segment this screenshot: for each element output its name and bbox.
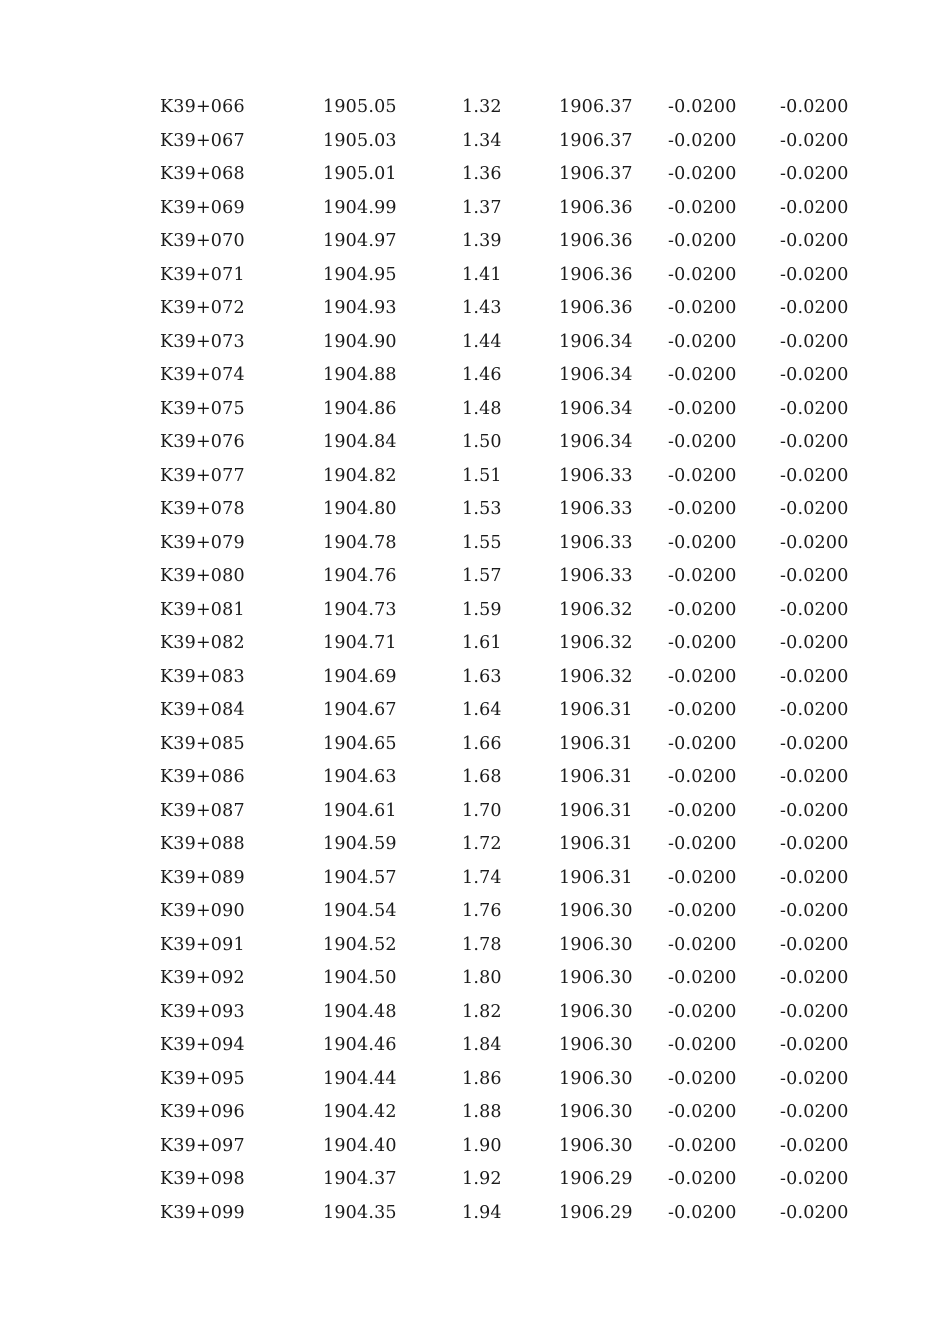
ground-elevation-cell: 1904.78 [323, 532, 397, 553]
fill-height-cell: 1.66 [462, 733, 502, 754]
ground-elevation-cell: 1904.54 [323, 901, 397, 921]
table-row [0, 996, 950, 1030]
right-slope-cell: -0.0200 [780, 633, 849, 653]
table-row [0, 594, 950, 628]
station-cell: K39+098 [160, 1169, 245, 1189]
right-slope-cell: -0.0200 [780, 532, 849, 553]
fill-height-cell: 1.74 [462, 867, 502, 888]
right-slope-cell: -0.0200 [780, 1102, 849, 1122]
left-slope-cell: -0.0200 [668, 733, 737, 754]
fill-height-cell: 1.59 [462, 599, 502, 620]
design-elevation-cell: 1906.34 [559, 432, 633, 452]
left-slope-cell: -0.0200 [668, 298, 737, 318]
ground-elevation-cell: 1904.95 [323, 264, 397, 285]
station-cell: K39+068 [160, 164, 245, 184]
ground-elevation-cell: 1904.82 [323, 465, 397, 486]
table-row [0, 91, 950, 125]
ground-elevation-cell: 1904.52 [323, 934, 397, 955]
station-cell: K39+096 [160, 1102, 245, 1122]
left-slope-cell: -0.0200 [668, 934, 737, 955]
right-slope-cell: -0.0200 [780, 499, 849, 519]
design-elevation-cell: 1906.29 [559, 1169, 633, 1189]
left-slope-cell: -0.0200 [668, 264, 737, 285]
right-slope-cell: -0.0200 [780, 1068, 849, 1089]
fill-height-cell: 1.72 [462, 834, 502, 854]
left-slope-cell: -0.0200 [668, 398, 737, 419]
table-row [0, 192, 950, 226]
fill-height-cell: 1.68 [462, 767, 502, 787]
left-slope-cell: -0.0200 [668, 1035, 737, 1055]
ground-elevation-cell: 1904.61 [323, 800, 397, 821]
right-slope-cell: -0.0200 [780, 666, 849, 687]
design-elevation-cell: 1906.36 [559, 197, 633, 218]
left-slope-cell: -0.0200 [668, 432, 737, 452]
station-cell: K39+073 [160, 331, 245, 352]
left-slope-cell: -0.0200 [668, 901, 737, 921]
ground-elevation-cell: 1904.99 [323, 197, 397, 218]
design-elevation-cell: 1906.34 [559, 398, 633, 419]
station-cell: K39+091 [160, 934, 245, 955]
right-slope-cell: -0.0200 [780, 398, 849, 419]
table-row [0, 828, 950, 862]
right-slope-cell: -0.0200 [780, 767, 849, 787]
station-cell: K39+088 [160, 834, 245, 854]
design-elevation-cell: 1906.30 [559, 1035, 633, 1055]
right-slope-cell: -0.0200 [780, 1169, 849, 1189]
right-slope-cell: -0.0200 [780, 298, 849, 318]
station-cell: K39+099 [160, 1202, 245, 1223]
fill-height-cell: 1.64 [462, 700, 502, 720]
right-slope-cell: -0.0200 [780, 1001, 849, 1022]
table-row [0, 225, 950, 259]
left-slope-cell: -0.0200 [668, 1001, 737, 1022]
ground-elevation-cell: 1904.76 [323, 566, 397, 586]
station-cell: K39+078 [160, 499, 245, 519]
design-elevation-cell: 1906.31 [559, 800, 633, 821]
design-elevation-cell: 1906.32 [559, 599, 633, 620]
ground-elevation-cell: 1904.90 [323, 331, 397, 352]
fill-height-cell: 1.92 [462, 1169, 502, 1189]
station-cell: K39+074 [160, 365, 245, 385]
design-elevation-cell: 1906.33 [559, 499, 633, 519]
ground-elevation-cell: 1904.48 [323, 1001, 397, 1022]
design-elevation-cell: 1906.37 [559, 130, 633, 151]
ground-elevation-cell: 1904.67 [323, 700, 397, 720]
station-cell: K39+090 [160, 901, 245, 921]
design-elevation-cell: 1906.30 [559, 1135, 633, 1156]
station-cell: K39+084 [160, 700, 245, 720]
station-cell: K39+092 [160, 968, 245, 988]
fill-height-cell: 1.90 [462, 1135, 502, 1156]
station-cell: K39+087 [160, 800, 245, 821]
left-slope-cell: -0.0200 [668, 231, 737, 251]
design-elevation-cell: 1906.36 [559, 298, 633, 318]
fill-height-cell: 1.82 [462, 1001, 502, 1022]
table-row [0, 728, 950, 762]
table-row [0, 460, 950, 494]
design-elevation-cell: 1906.33 [559, 465, 633, 486]
right-slope-cell: -0.0200 [780, 465, 849, 486]
fill-height-cell: 1.32 [462, 97, 502, 117]
table-row [0, 158, 950, 192]
ground-elevation-cell: 1904.93 [323, 298, 397, 318]
ground-elevation-cell: 1904.88 [323, 365, 397, 385]
ground-elevation-cell: 1904.50 [323, 968, 397, 988]
table-row [0, 259, 950, 293]
design-elevation-cell: 1906.31 [559, 733, 633, 754]
design-elevation-cell: 1906.29 [559, 1202, 633, 1223]
design-elevation-cell: 1906.32 [559, 666, 633, 687]
left-slope-cell: -0.0200 [668, 767, 737, 787]
table-row [0, 862, 950, 896]
ground-elevation-cell: 1904.69 [323, 666, 397, 687]
station-cell: K39+071 [160, 264, 245, 285]
design-elevation-cell: 1906.37 [559, 164, 633, 184]
ground-elevation-cell: 1904.65 [323, 733, 397, 754]
station-cell: K39+072 [160, 298, 245, 318]
design-elevation-cell: 1906.30 [559, 901, 633, 921]
station-cell: K39+070 [160, 231, 245, 251]
left-slope-cell: -0.0200 [668, 97, 737, 117]
fill-height-cell: 1.63 [462, 666, 502, 687]
design-elevation-cell: 1906.36 [559, 264, 633, 285]
fill-height-cell: 1.76 [462, 901, 502, 921]
design-elevation-cell: 1906.30 [559, 1102, 633, 1122]
table-row [0, 795, 950, 829]
station-cell: K39+067 [160, 130, 245, 151]
table-row [0, 1029, 950, 1063]
right-slope-cell: -0.0200 [780, 432, 849, 452]
ground-elevation-cell: 1904.59 [323, 834, 397, 854]
table-row [0, 1197, 950, 1231]
right-slope-cell: -0.0200 [780, 1202, 849, 1223]
right-slope-cell: -0.0200 [780, 164, 849, 184]
right-slope-cell: -0.0200 [780, 331, 849, 352]
ground-elevation-cell: 1904.42 [323, 1102, 397, 1122]
ground-elevation-cell: 1905.01 [323, 164, 397, 184]
ground-elevation-cell: 1904.44 [323, 1068, 397, 1089]
design-elevation-cell: 1906.36 [559, 231, 633, 251]
left-slope-cell: -0.0200 [668, 465, 737, 486]
fill-height-cell: 1.51 [462, 465, 502, 486]
design-elevation-cell: 1906.30 [559, 968, 633, 988]
left-slope-cell: -0.0200 [668, 164, 737, 184]
ground-elevation-cell: 1904.63 [323, 767, 397, 787]
right-slope-cell: -0.0200 [780, 934, 849, 955]
station-cell: K39+069 [160, 197, 245, 218]
station-cell: K39+085 [160, 733, 245, 754]
right-slope-cell: -0.0200 [780, 834, 849, 854]
table-row [0, 1096, 950, 1130]
right-slope-cell: -0.0200 [780, 264, 849, 285]
right-slope-cell: -0.0200 [780, 901, 849, 921]
design-elevation-cell: 1906.33 [559, 532, 633, 553]
left-slope-cell: -0.0200 [668, 968, 737, 988]
left-slope-cell: -0.0200 [668, 633, 737, 653]
right-slope-cell: -0.0200 [780, 968, 849, 988]
ground-elevation-cell: 1904.35 [323, 1202, 397, 1223]
table-row [0, 929, 950, 963]
fill-height-cell: 1.86 [462, 1068, 502, 1089]
ground-elevation-cell: 1904.46 [323, 1035, 397, 1055]
ground-elevation-cell: 1904.40 [323, 1135, 397, 1156]
fill-height-cell: 1.44 [462, 331, 502, 352]
table-row [0, 393, 950, 427]
right-slope-cell: -0.0200 [780, 365, 849, 385]
table-row [0, 962, 950, 996]
ground-elevation-cell: 1904.86 [323, 398, 397, 419]
table-row [0, 560, 950, 594]
left-slope-cell: -0.0200 [668, 1068, 737, 1089]
right-slope-cell: -0.0200 [780, 231, 849, 251]
station-cell: K39+079 [160, 532, 245, 553]
table-row [0, 426, 950, 460]
right-slope-cell: -0.0200 [780, 197, 849, 218]
design-elevation-cell: 1906.31 [559, 867, 633, 888]
table-row [0, 1130, 950, 1164]
table-row [0, 527, 950, 561]
left-slope-cell: -0.0200 [668, 1135, 737, 1156]
right-slope-cell: -0.0200 [780, 1135, 849, 1156]
table-row [0, 627, 950, 661]
station-cell: K39+097 [160, 1135, 245, 1156]
left-slope-cell: -0.0200 [668, 700, 737, 720]
left-slope-cell: -0.0200 [668, 599, 737, 620]
left-slope-cell: -0.0200 [668, 1202, 737, 1223]
ground-elevation-cell: 1905.05 [323, 97, 397, 117]
fill-height-cell: 1.53 [462, 499, 502, 519]
design-elevation-cell: 1906.34 [559, 331, 633, 352]
left-slope-cell: -0.0200 [668, 867, 737, 888]
fill-height-cell: 1.50 [462, 432, 502, 452]
left-slope-cell: -0.0200 [668, 331, 737, 352]
fill-height-cell: 1.43 [462, 298, 502, 318]
fill-height-cell: 1.78 [462, 934, 502, 955]
ground-elevation-cell: 1904.73 [323, 599, 397, 620]
right-slope-cell: -0.0200 [780, 1035, 849, 1055]
ground-elevation-cell: 1904.37 [323, 1169, 397, 1189]
left-slope-cell: -0.0200 [668, 566, 737, 586]
station-cell: K39+077 [160, 465, 245, 486]
design-elevation-cell: 1906.33 [559, 566, 633, 586]
fill-height-cell: 1.39 [462, 231, 502, 251]
station-cell: K39+086 [160, 767, 245, 787]
left-slope-cell: -0.0200 [668, 800, 737, 821]
fill-height-cell: 1.61 [462, 633, 502, 653]
station-cell: K39+093 [160, 1001, 245, 1022]
ground-elevation-cell: 1904.84 [323, 432, 397, 452]
ground-elevation-cell: 1905.03 [323, 130, 397, 151]
table-row [0, 125, 950, 159]
design-elevation-cell: 1906.30 [559, 934, 633, 955]
right-slope-cell: -0.0200 [780, 700, 849, 720]
fill-height-cell: 1.48 [462, 398, 502, 419]
table-row [0, 1063, 950, 1097]
design-elevation-cell: 1906.30 [559, 1068, 633, 1089]
ground-elevation-cell: 1904.57 [323, 867, 397, 888]
right-slope-cell: -0.0200 [780, 867, 849, 888]
left-slope-cell: -0.0200 [668, 1102, 737, 1122]
design-elevation-cell: 1906.37 [559, 97, 633, 117]
table-row [0, 326, 950, 360]
table-row [0, 359, 950, 393]
ground-elevation-cell: 1904.80 [323, 499, 397, 519]
data-table [0, 91, 950, 1230]
station-cell: K39+095 [160, 1068, 245, 1089]
table-row [0, 761, 950, 795]
table-row [0, 1163, 950, 1197]
design-elevation-cell: 1906.31 [559, 700, 633, 720]
fill-height-cell: 1.36 [462, 164, 502, 184]
fill-height-cell: 1.37 [462, 197, 502, 218]
table-row [0, 292, 950, 326]
ground-elevation-cell: 1904.71 [323, 633, 397, 653]
left-slope-cell: -0.0200 [668, 499, 737, 519]
design-elevation-cell: 1906.34 [559, 365, 633, 385]
station-cell: K39+083 [160, 666, 245, 687]
station-cell: K39+081 [160, 599, 245, 620]
fill-height-cell: 1.55 [462, 532, 502, 553]
fill-height-cell: 1.57 [462, 566, 502, 586]
table-row [0, 694, 950, 728]
table-row [0, 661, 950, 695]
right-slope-cell: -0.0200 [780, 733, 849, 754]
left-slope-cell: -0.0200 [668, 1169, 737, 1189]
fill-height-cell: 1.46 [462, 365, 502, 385]
table-row [0, 895, 950, 929]
left-slope-cell: -0.0200 [668, 532, 737, 553]
station-cell: K39+076 [160, 432, 245, 452]
station-cell: K39+082 [160, 633, 245, 653]
design-elevation-cell: 1906.30 [559, 1001, 633, 1022]
fill-height-cell: 1.94 [462, 1202, 502, 1223]
ground-elevation-cell: 1904.97 [323, 231, 397, 251]
left-slope-cell: -0.0200 [668, 130, 737, 151]
fill-height-cell: 1.88 [462, 1102, 502, 1122]
left-slope-cell: -0.0200 [668, 365, 737, 385]
design-elevation-cell: 1906.31 [559, 834, 633, 854]
table-row [0, 493, 950, 527]
fill-height-cell: 1.41 [462, 264, 502, 285]
fill-height-cell: 1.80 [462, 968, 502, 988]
design-elevation-cell: 1906.31 [559, 767, 633, 787]
left-slope-cell: -0.0200 [668, 666, 737, 687]
design-elevation-cell: 1906.32 [559, 633, 633, 653]
station-cell: K39+075 [160, 398, 245, 419]
right-slope-cell: -0.0200 [780, 97, 849, 117]
station-cell: K39+094 [160, 1035, 245, 1055]
right-slope-cell: -0.0200 [780, 800, 849, 821]
right-slope-cell: -0.0200 [780, 130, 849, 151]
station-cell: K39+089 [160, 867, 245, 888]
station-cell: K39+080 [160, 566, 245, 586]
fill-height-cell: 1.84 [462, 1035, 502, 1055]
left-slope-cell: -0.0200 [668, 834, 737, 854]
fill-height-cell: 1.70 [462, 800, 502, 821]
right-slope-cell: -0.0200 [780, 599, 849, 620]
right-slope-cell: -0.0200 [780, 566, 849, 586]
fill-height-cell: 1.34 [462, 130, 502, 151]
station-cell: K39+066 [160, 97, 245, 117]
left-slope-cell: -0.0200 [668, 197, 737, 218]
